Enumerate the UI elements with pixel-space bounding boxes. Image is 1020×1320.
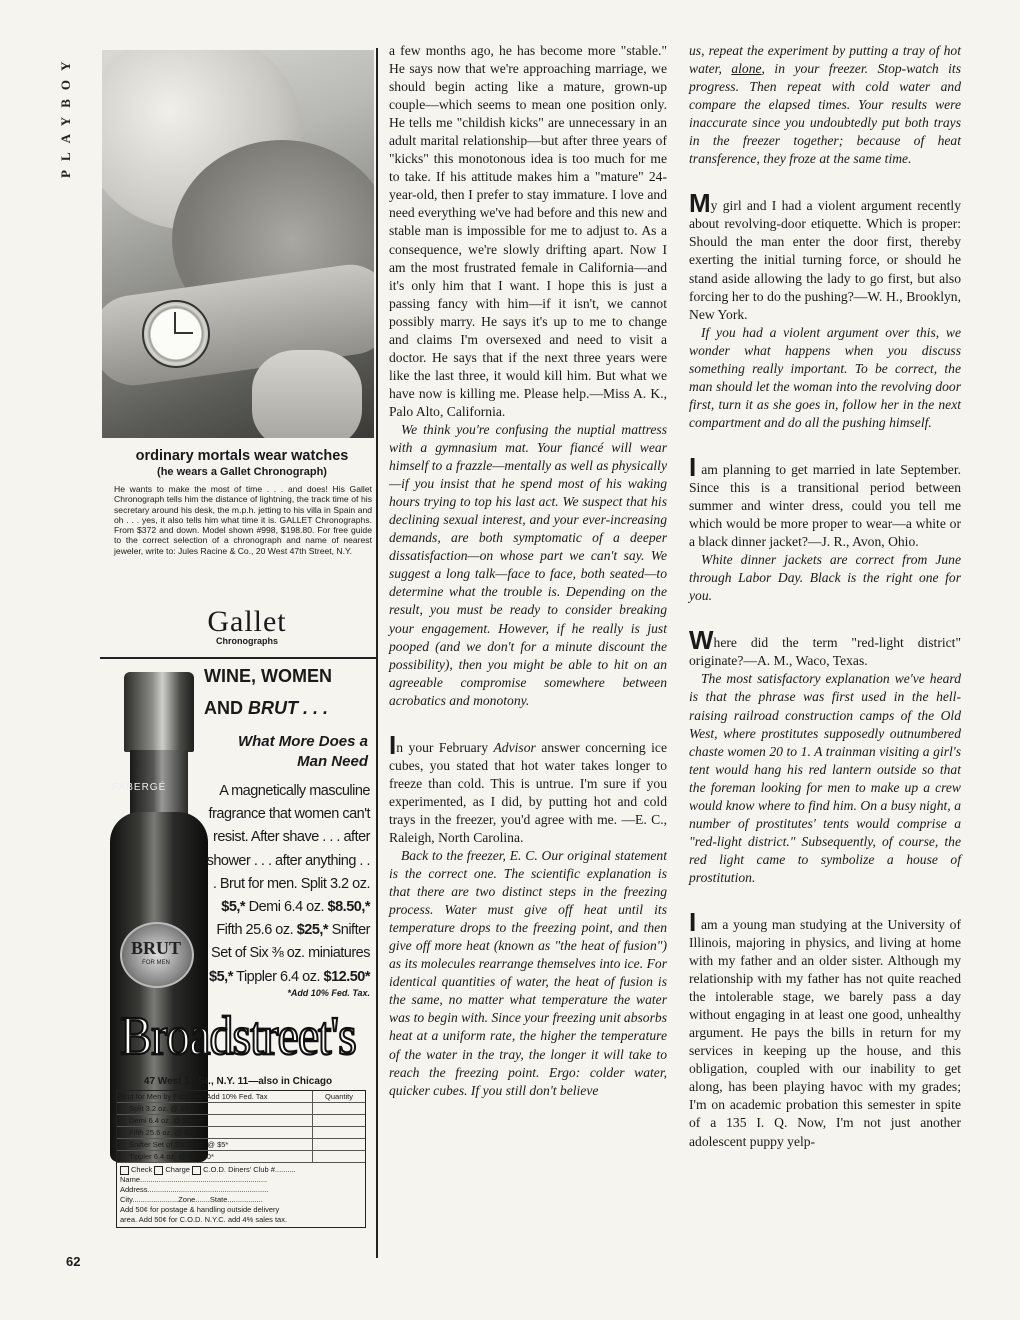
form-row[interactable] xyxy=(117,1151,365,1163)
copy-part: A magnetically masculine fragrance that women can't resist. After shave . . . after shower . . . after anything . . . Brut for men. Split 3.2 oz. xyxy=(206,783,370,892)
answer-paragraph xyxy=(689,42,961,168)
drop-cap: I xyxy=(689,906,697,937)
form-row[interactable] xyxy=(117,1103,365,1115)
brut-headline-2 xyxy=(204,698,374,719)
ad-photo xyxy=(102,50,374,438)
pay-charge-label: Charge xyxy=(165,1165,190,1174)
medal-text: BRUT xyxy=(130,938,181,958)
store-address: 47 West 17 St., N.Y. 11—also in Chicago xyxy=(143,1076,333,1087)
drop-cap: I xyxy=(389,729,397,760)
section-gap xyxy=(689,168,961,194)
name-field[interactable]: Name............................................................. xyxy=(120,1175,268,1184)
gallet-ad xyxy=(102,50,374,650)
watch-icon xyxy=(142,300,210,368)
city-field[interactable]: City......................Zone.......State................. xyxy=(120,1195,263,1204)
answer-paragraph: If you had a violent argument over this, we wonder what happens when you discuss something really important. To be correct, the man should let the woman into the revolving door first, turn it as she goes in, follow her in the next compartment and do all the pushing himself. xyxy=(689,324,961,430)
price: $8.50,* xyxy=(327,899,370,916)
form-header-row xyxy=(117,1091,365,1103)
headline-brut: BRUT . . . xyxy=(248,698,328,718)
checkbox-icon[interactable] xyxy=(192,1166,201,1175)
ad-divider xyxy=(100,657,378,659)
drop-cap: M xyxy=(689,188,711,219)
price: $5,* xyxy=(209,968,233,985)
answer-paragraph: Back to the freezer, E. C. Our original statement is the correct one. The scientific explanation is that there are two distinct steps in the freezing process. Water must give off heat until its temperature drops to the freezing point, and then give off more heat (known as "the heat of fusion") as its molecules rearrange themselves into ice. For identical quantities of water, the heat of fusion is the same, no matter what temperature the water was to begin with. Since your freezing unit absorbs heat at a uniform rate, the higher the temperature of the water in the tray, the longer it will take to reach the freezing point. Ergo: colder water, quicker cubes. If you still don't believe xyxy=(389,848,667,1098)
form-footer xyxy=(117,1163,365,1227)
letter-paragraph: a few months ago, he has become more "stable." He says now that we're approaching marriage, we should begin acting like a mature, grown-up couple—which seems to mean one position only. He tells me "childish kicks" are unnecessary in an adult marital relationship—but after three years of "kicks" this monotonous idea is too much for me to take. If his attitude makes him a "mature" 24-year-old, then I prefer to stay immature. I love and need everything we've had before and this new and stable man is impossible for me to adjust to. As a consequence, we're slowly drifting apart. Now I am the most frustrated female in California—and it's only him that I want. I hope this is just a passing fancy with him—if it isn't, we cannot possibly marry. He says it's up to me to change and claims I'm oversexed and need to visit a doctor. He says that if the next three years were like the last three, it would kill him. But what we have now is killing me. Please help.—Miss A. K., Palo Alto, California. xyxy=(389,43,667,419)
medal-sub: FOR MEN xyxy=(142,960,170,966)
page-number: 62 xyxy=(66,1254,81,1269)
answer-text: , in your freezer. Stop-watch its progress. Then repeat with cold water and compare the elapsed times. Your results were inaccurate since you undoubtedly put both trays in the freezer together; because of heat transference, they froze at the same time. xyxy=(689,61,961,167)
qty-field[interactable] xyxy=(313,1115,365,1126)
brut-copy xyxy=(202,780,370,989)
answer-paragraph: We think you're confusing the nuptial mattress with a gymnasium mat. Your fiancé will wear himself to a frazzle—mentally as well as physically—if you insist that he spend most of his waking hours trying to top his last act. We suspect that his declining sexual interest, and your ever-increasing demands, are both symptomatic of a deeper dissatisfaction—on whose part we can't say. We suggest a long talk—face to face, both seated—to determine what the trouble is. Depending on the result, you must be ready to consider breaking your engagement. However, if he really is just pooped (and we don't for a minute discount the possibility), then you might be able to hit on an agreeable compromise somewhere between acrobatics and monotony. xyxy=(389,421,667,708)
form-row[interactable] xyxy=(117,1115,365,1127)
form-header: Brut for Men by Fabergé *Add 10% Fed. Tax xyxy=(117,1091,313,1102)
letter-text: answer concerning ice cubes, you stated that hot water takes longer to freeze than cold. This is untrue. I'm sure if you experimented, as I did, by putting hot and cold trays in the freezer, you'd agree with me. —E. C., Raleigh, North Carolina. xyxy=(389,739,667,845)
section-gap xyxy=(689,605,961,631)
qty-field[interactable] xyxy=(313,1103,365,1114)
form-row[interactable] xyxy=(117,1127,365,1139)
form-item: Demi 6.4 oz. @ $8.50* xyxy=(117,1115,313,1126)
gallet-headline: ordinary mortals wear watches xyxy=(135,448,349,464)
pay-check-label: Check xyxy=(131,1165,153,1174)
postage-note: area. Add 50¢ for C.O.D. N.Y.C. add 4% sales tax. xyxy=(120,1215,288,1224)
qty-field[interactable] xyxy=(313,1151,365,1162)
letter-paragraph xyxy=(689,451,961,551)
section-gap xyxy=(389,710,667,736)
text-column-1 xyxy=(389,42,667,1100)
letter-text: am a young man studying at the University of Illinois, majoring in physics, and living at home with my father and an older sister. Although my relationship with my father has not quite reached the intolerable stage, we barely pass a day without engaging in at least one good, unhealthy argument. He pays the bills in return for my services in keeping up the house, and this obligation, coupled with our inability to get along, has been playing havoc with my grades; I'm on academic probation this semester in spite of a 135 I. Q. Now, I'm not just another adolescent puppy yelp- xyxy=(689,916,961,1149)
letter-text: am planning to get married in late September. Since this is a transitional period between summer and winter dress, could you tell me which would be more proper to wear—a white or a black dinner jacket?—J. R., Avon, Ohio. xyxy=(689,461,961,550)
price: $5,* xyxy=(221,899,246,916)
section-gap xyxy=(689,432,961,458)
checkbox-icon[interactable] xyxy=(120,1166,129,1175)
answer-paragraph: White dinner jackets are correct from June through Labor Day. Black is the right one for you. xyxy=(689,552,961,604)
answer-underline: alone xyxy=(731,61,762,77)
copy-part: Fifth 25.6 oz. xyxy=(216,922,297,939)
form-qty-header: Quantity xyxy=(325,1092,353,1101)
postage-note: Add 50¢ for postage & handling outside delivery xyxy=(120,1205,280,1214)
form-item: Fifth 25.6 oz. @ $25* xyxy=(117,1127,313,1138)
letter-text: y girl and I had a violent argument recently about revolving-door etiquette. Which is proper: Should the man enter the door first, thereby exerting the initial turning force, or should he stand aside allowing the lady to go first, but also forcing her to do the pushing?—W. H., Brooklyn, New York. xyxy=(689,198,961,322)
order-form xyxy=(116,1090,366,1228)
price: $12.50* xyxy=(323,968,370,985)
headline-and: AND xyxy=(204,698,248,718)
address-field[interactable]: Address.......................................................... xyxy=(120,1185,269,1194)
payment-options xyxy=(120,1165,362,1175)
letter-paragraph xyxy=(389,729,667,847)
brut-ad xyxy=(102,660,374,1260)
price: $25,* xyxy=(296,922,329,939)
copy-part: Snifter Set of Six ⅜ oz. miniatures xyxy=(211,922,370,962)
form-row[interactable] xyxy=(117,1139,365,1151)
drop-cap: W xyxy=(689,625,714,656)
letter-text: n your February xyxy=(396,739,494,755)
brut-subhead: What More Does a Man Need xyxy=(237,733,368,770)
letter-text: here did the term "red-light district" originate?—A. M., Waco, Texas. xyxy=(689,635,961,669)
answer-text: us, repeat the experiment by putting a tray of hot water, xyxy=(689,43,961,77)
form-item: Tippler 6.4 oz. @ $12.50* xyxy=(117,1151,313,1162)
photo-hand xyxy=(252,350,362,438)
running-head: PLAYBOY xyxy=(58,52,73,178)
drop-cap: I xyxy=(689,451,697,482)
letter-paragraph xyxy=(689,188,961,323)
gallet-subhead: (he wears a Gallet Chronograph) xyxy=(157,466,327,478)
letter-italic: Advisor xyxy=(493,739,536,755)
qty-field[interactable] xyxy=(313,1139,365,1150)
gallet-body: He wants to make the most of time . . . and does! His Gallet Chronograph tells him the distance of lightning, the track time of his secretary around his desk, the m.p.h. jetting to his villa in Spain and oh . . . yes, it also tells him what time it is. GALLET Chronographs. From $372 and down. Model shown #998, $198.80. For free guide to the correct selection of a chronograph and name of nearest jeweler, write to: Jules Racine & Co., 20 West 47th Street, N.Y. xyxy=(114,484,372,556)
copy-part: Tippler 6.4 oz. xyxy=(232,968,324,985)
qty-field[interactable] xyxy=(313,1127,365,1138)
pay-cod-label: C.O.D. Diners' Club #.......... xyxy=(203,1165,296,1174)
bottle-cap xyxy=(124,672,194,752)
gallet-logo: Gallet xyxy=(207,605,287,638)
copy-part: Demi 6.4 oz. xyxy=(245,899,328,916)
form-item: Snifter Set of Six ⅜ oz. @ $5* xyxy=(117,1139,313,1150)
letter-paragraph xyxy=(689,625,961,670)
broadstreets-logo: Broadstreet's xyxy=(120,1005,356,1067)
bottle-brand: FABERGÉ xyxy=(112,782,167,793)
checkbox-icon[interactable] xyxy=(154,1166,163,1175)
section-gap xyxy=(689,887,961,913)
letter-paragraph xyxy=(689,906,961,1151)
tax-note: *Add 10% Fed. Tax. xyxy=(287,988,370,998)
form-item: Split 3.2 oz. @ $5* xyxy=(117,1103,313,1114)
text-column-2 xyxy=(689,42,961,1151)
answer-paragraph: The most satisfactory explanation we've heard is that the phrase was first used in the hell-raising railroad construction camps of the Old West, where prostitutes supposedly outnumbered chaste women 20 to 1. A trainman visiting a girl's tent would hang his red lantern outside so that the foreman looking for men to make up a crew would know where to find him. On a busy night, a number of prostitutes' tents would comprise a "red-light district." Subsequently, of course, the red light came to symbolize a house of prostitution. xyxy=(689,671,961,885)
brut-headline-1: WINE, WOMEN xyxy=(204,666,332,686)
gallet-logo-sub: Chronographs xyxy=(216,636,278,646)
